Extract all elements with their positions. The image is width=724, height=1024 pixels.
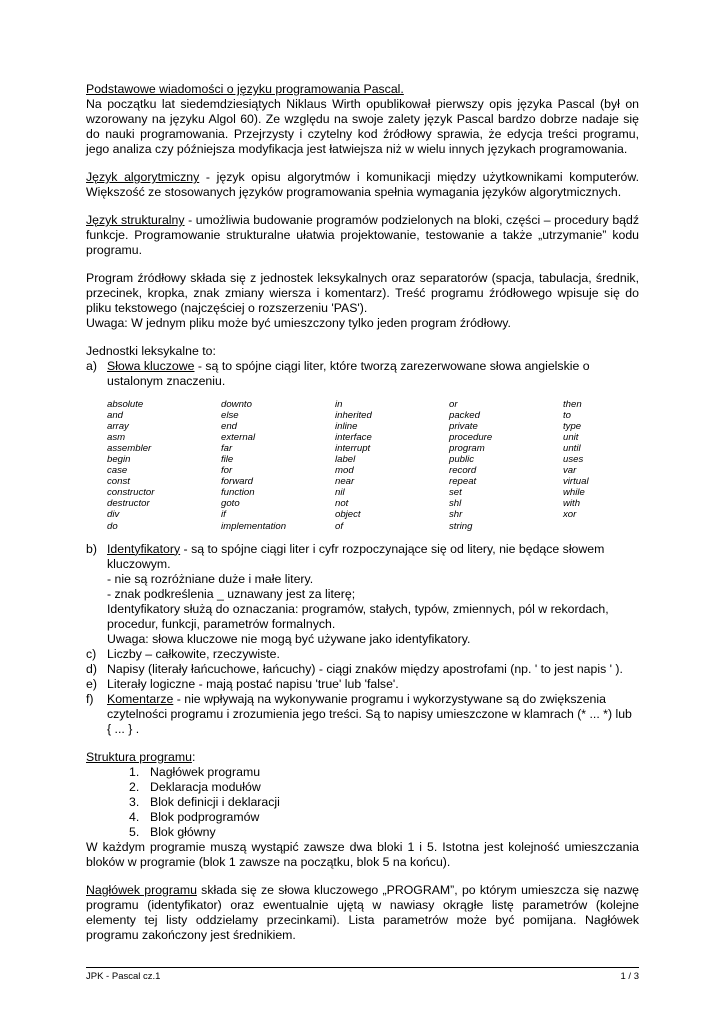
keyword: virtual bbox=[563, 476, 589, 488]
program-structure-list bbox=[86, 765, 639, 840]
keyword: end bbox=[221, 421, 238, 433]
list-text: Blok podprogramów bbox=[150, 809, 260, 824]
keywords-column bbox=[449, 399, 563, 532]
list-item-keywords bbox=[86, 359, 639, 389]
keyword: mod bbox=[335, 465, 354, 477]
keywords-term: Słowa kluczowe bbox=[107, 359, 195, 373]
list-text: Deklaracja modułów bbox=[150, 779, 261, 794]
identifiers-case-note: - nie są rozróżniane duże i małe litery. bbox=[107, 571, 314, 586]
program-header-text: składa się ze słowa kluczowego „PROGRAM”, po którym umieszcza się nazwę programu (identyfikator) oraz ewentualnie ujętą w nawiasy okrągłe listę parametrów (kolejne elementy tej listy oddzielamy przecinkami). Lista parametrów może być pomijana. Nagłówek programu zakończony jest średnikiem. bbox=[86, 882, 639, 942]
required-blocks-paragraph: W każdym programie muszą wystąpić zawsze dwa bloki 1 i 5. Istotna jest kolejność umieszczania bloków w programie (blok 1 zawsze na początku, blok 5 na końcu). bbox=[86, 839, 639, 869]
numbers-text: Liczby – całkowite, rzeczywiste. bbox=[107, 646, 280, 661]
identifiers-underscore-note: - znak podkreślenia _ uznawany jest za literę; bbox=[107, 586, 356, 601]
comments-term: Komentarze bbox=[107, 691, 174, 706]
keyword: inherited bbox=[335, 410, 372, 422]
keyword: shr bbox=[449, 509, 463, 521]
keyword: program bbox=[449, 443, 485, 455]
keywords-column bbox=[221, 399, 335, 532]
document-title: Podstawowe wiadomości o języku programowania Pascal. bbox=[86, 82, 404, 96]
keyword: type bbox=[563, 421, 582, 433]
keyword: downto bbox=[221, 399, 252, 410]
algorithmic-language-text: - język opisu algorytmów i komunikacji między użytkownikami komputerów. Większość ze stosowanych języków programowania spełnia wymagania języków algorytmicznych. bbox=[86, 170, 639, 199]
lexical-units-intro: Jednostki leksykalne to: bbox=[86, 344, 216, 358]
keyword: inline bbox=[335, 421, 358, 433]
identifiers-warning: Uwaga: słowa kluczowe nie mogą być używane jako identyfikatory. bbox=[107, 631, 471, 646]
list-text: Blok definicji i deklaracji bbox=[150, 794, 280, 809]
keywords-column bbox=[107, 399, 221, 532]
keyword: set bbox=[449, 487, 462, 499]
list-item-booleans bbox=[86, 677, 639, 692]
list-number: 5. bbox=[129, 824, 140, 839]
list-item-strings bbox=[86, 662, 639, 677]
list-item-identifiers bbox=[86, 542, 639, 572]
keyword: file bbox=[221, 454, 234, 466]
keywords-column bbox=[563, 399, 663, 532]
list-number: 2. bbox=[129, 779, 140, 794]
list-number: 4. bbox=[129, 809, 140, 824]
keyword: then bbox=[563, 399, 582, 410]
strings-text: Napisy (literały łańcuchowe, łańcuchy) - ciągi znaków między apostrofami (np. ' to jest napis ' ). bbox=[107, 661, 623, 676]
list-item-numbers bbox=[86, 647, 639, 662]
structural-language-text: - umożliwia budowanie programów podzielonych na bloki, części – procedury bądź funkcje. Programowanie strukturalne ułatwia projektowanie, testowanie a także „utrzymanie” kodu programu. bbox=[86, 213, 640, 257]
keyword: while bbox=[563, 487, 585, 499]
keyword: nil bbox=[335, 487, 345, 499]
keyword: else bbox=[221, 410, 239, 422]
keyword: string bbox=[449, 520, 473, 532]
list-item bbox=[129, 765, 639, 780]
intro-paragraph: Na początku lat siedemdziesiątych Niklaus Wirth opublikował pierwszy opis języka Pascal (był on wzorowany na języku Algol 60). Ze względu na swoje zalety język Pascal bardzo dobrze nadaje się do nauki programowania. Przejrzysty i czytelny kod źródłowy sprawia, że edycja treści programu, jego analiza czy późniejsza modyfikacja jest łatwiejsza niż w wielu innych językach programowania. bbox=[86, 97, 639, 156]
keyword: record bbox=[449, 465, 477, 477]
list-label: a) bbox=[86, 359, 97, 373]
keyword: private bbox=[449, 421, 478, 433]
keyword: interface bbox=[335, 432, 372, 444]
keyword: for bbox=[221, 465, 233, 477]
list-item-comments bbox=[86, 692, 639, 737]
keyword: const bbox=[107, 476, 130, 488]
program-structure-colon: : bbox=[191, 749, 196, 764]
list-item bbox=[129, 810, 639, 825]
keyword: or bbox=[449, 399, 458, 410]
list-label: b) bbox=[86, 541, 97, 556]
keyword: uses bbox=[563, 454, 584, 466]
list-item bbox=[129, 825, 639, 840]
footer-page-number: 1 / 3 bbox=[620, 971, 639, 982]
keyword: destructor bbox=[107, 498, 150, 510]
document-body bbox=[86, 82, 639, 943]
keyword: asm bbox=[107, 432, 126, 444]
list-label: e) bbox=[86, 676, 97, 691]
list-text: Nagłówek programu bbox=[150, 764, 261, 779]
keyword: not bbox=[335, 498, 349, 510]
keywords-column bbox=[335, 399, 449, 532]
keyword: assembler bbox=[107, 443, 152, 455]
booleans-text: Literały logiczne - mają postać napisu 'true' lub 'false'. bbox=[107, 676, 399, 691]
keyword: to bbox=[563, 410, 572, 422]
keyword: div bbox=[107, 509, 120, 521]
program-structure-heading bbox=[86, 750, 639, 765]
keyword: shl bbox=[449, 498, 462, 510]
keyword: function bbox=[221, 487, 255, 499]
keyword: xor bbox=[563, 509, 577, 521]
keyword: object bbox=[335, 509, 361, 521]
program-header-paragraph bbox=[86, 883, 639, 943]
keyword: with bbox=[563, 498, 581, 510]
algorithmic-language-term: Język algorytmiczny bbox=[86, 170, 200, 184]
keyword: do bbox=[107, 520, 118, 532]
list-item bbox=[129, 780, 639, 795]
source-program-paragraph: Program źródłowy składa się z jednostek leksykalnych oraz separatorów (spacja, tabulacja, średnik, przecinek, kropka, znak zmiany wiersza i komentarz). Treść programu źródłowego wpisuje się do pliku tekstowego (najczęściej o rozszerzeniu 'PAS'). bbox=[86, 271, 639, 315]
list-item bbox=[129, 795, 639, 810]
identifiers-usage: Identyfikatory służą do oznaczania: programów, stałych, typów, zmiennych, pól w rekordach, procedur, funkcji, parametrów formalnych. bbox=[107, 601, 609, 631]
keyword: constructor bbox=[107, 487, 155, 499]
keyword: procedure bbox=[449, 432, 493, 444]
source-program-note: Uwaga: W jednym pliku może być umieszczony tylko jeden program źródłowy. bbox=[86, 316, 511, 330]
keyword: case bbox=[107, 465, 128, 477]
keyword: interrupt bbox=[335, 443, 371, 455]
keyword: implementation bbox=[221, 520, 287, 532]
structural-language-paragraph bbox=[86, 213, 639, 258]
footer-document-name: JPK - Pascal cz.1 bbox=[86, 971, 161, 982]
identifiers-text: - są to spójne ciągi liter i cyfr rozpoczynające się od litery, nie będące słowem kluczowym. bbox=[107, 541, 605, 571]
comments-text: - nie wpływają na wykonywanie programu i wykorzystywane są do zwiększenia czytelności programu i zrozumienia jego treści. Są to napisy umieszczone w klamrach (* ... *) lub { ... } . bbox=[107, 691, 632, 736]
keyword: begin bbox=[107, 454, 131, 466]
list-number: 3. bbox=[129, 794, 140, 809]
keyword: in bbox=[335, 399, 343, 410]
list-label: d) bbox=[86, 661, 97, 676]
keyword: until bbox=[563, 443, 581, 455]
identifiers-term: Identyfikatory bbox=[107, 541, 181, 556]
keyword: of bbox=[335, 520, 344, 532]
structural-language-term: Język strukturalny bbox=[86, 213, 185, 227]
keyword: near bbox=[335, 476, 355, 488]
algorithmic-language-paragraph bbox=[86, 170, 639, 200]
page-footer bbox=[86, 967, 639, 982]
keywords-text: - są to spójne ciągi liter, które tworzą zarezerwowane słowa angielskie o ustalonym znaczeniu. bbox=[107, 359, 590, 388]
keyword: var bbox=[563, 465, 577, 477]
program-structure-term: Struktura programu bbox=[86, 749, 192, 764]
keyword: external bbox=[221, 432, 256, 444]
program-header-term: Nagłówek programu bbox=[86, 882, 197, 897]
keyword: forward bbox=[221, 476, 253, 488]
keyword: goto bbox=[221, 498, 240, 510]
keyword: absolute bbox=[107, 399, 144, 410]
keyword: far bbox=[221, 443, 233, 455]
keyword: public bbox=[449, 454, 475, 466]
keywords-table bbox=[107, 399, 639, 532]
keyword: array bbox=[107, 421, 129, 433]
list-text: Blok główny bbox=[150, 824, 216, 839]
keyword: repeat bbox=[449, 476, 477, 488]
keyword: unit bbox=[563, 432, 579, 444]
list-label: f) bbox=[86, 691, 94, 706]
keyword: if bbox=[221, 509, 226, 521]
keyword: and bbox=[107, 410, 124, 422]
list-number: 1. bbox=[129, 764, 140, 779]
list-label: c) bbox=[86, 646, 97, 661]
keyword: packed bbox=[449, 410, 480, 422]
keyword: label bbox=[335, 454, 356, 466]
